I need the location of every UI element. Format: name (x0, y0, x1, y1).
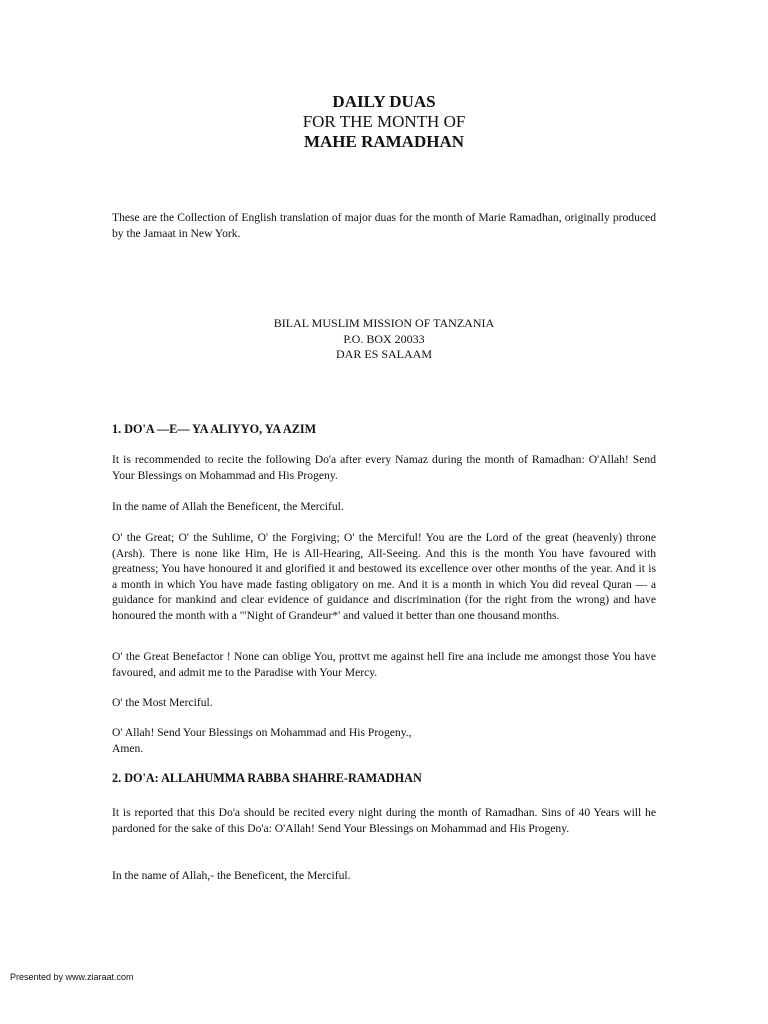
section-2-heading: 2. DO'A: ALLAHUMMA RABBA SHAHRE-RAMADHAN (112, 771, 422, 785)
title-block (0, 92, 768, 152)
address-line-2: P.O. BOX 20033 (343, 331, 425, 346)
title-line-3: MAHE RAMADHAN (303, 132, 465, 151)
title-line-1: DAILY DUAS (332, 92, 436, 111)
section-1-paragraph-3: O' the Great; O' the Suhlime, O' the Forgiving; O' the Merciful! You are the Lord of the great (heavenly) throne (Arsh). There is none like Him, He is All-Hearing, All-Seeing. And this is the month You have favoured with greatness; You have honoured it and glorified it and bestowed its excellence over other months of the year. And it is a month in which You have made fasting obligatory on me. And it is a month in which You did reveal Quran — a guidance for mankind and clear evidence of guidance and discrimination (for the right from the wrong) and have honoured the month with a '"Night of Grandeur*' and valued it better than one thousand months. (112, 531, 656, 622)
footer-credit: Presented by www.ziaraat.com (10, 972, 134, 982)
section-2-paragraph-2: In the name of Allah,- the Beneficent, the Merciful. (112, 869, 351, 882)
section-1-paragraph-5: O' the Most Merciful. (112, 696, 213, 709)
section-1-heading: 1. DO'A —E— YA ALIYYO, YA AZIM (112, 422, 317, 436)
section-1-paragraph-1: It is recommended to recite the following Do'a after every Namaz during the month of Ramadhan: O'Allah! Send Your Blessings on Mohammad and His Progeny. (112, 453, 656, 482)
section-1-paragraph-6 (112, 725, 656, 756)
title-line-2: FOR THE MONTH OF (302, 112, 466, 131)
section-1-paragraph-2: In the name of Allah the Beneficent, the Merciful. (112, 500, 344, 513)
address-line-3: DAR ES SALAAM (335, 347, 432, 361)
address-line-1: BILAL MUSLIM MISSION OF TANZANIA (273, 316, 495, 330)
section-2-paragraph-1: It is reported that this Do'a should be recited every night during the month of Ramadhan. Sins of 40 Years will he pardoned for the sake of this Do'a: O'Allah! Send Your Blessings on Mohammad and His Progeny. (112, 806, 656, 835)
section-1-paragraph-4: O' the Great Benefactor ! None can oblige You, prottvt me against hell fire ana include me amongst those You have favoured, and admit me to the Paradise with Your Mercy. (112, 650, 656, 679)
publisher-address (0, 316, 768, 363)
section-1-paragraph-6-line-1: O' Allah! Send Your Blessings on Mohammad and His Progeny., (112, 726, 412, 739)
section-1-paragraph-6-line-2: Amen. (112, 741, 144, 755)
intro-paragraph: These are the Collection of English translation of major duas for the month of Marie Ramadhan, originally produced by the Jamaat in New York. (112, 211, 656, 240)
